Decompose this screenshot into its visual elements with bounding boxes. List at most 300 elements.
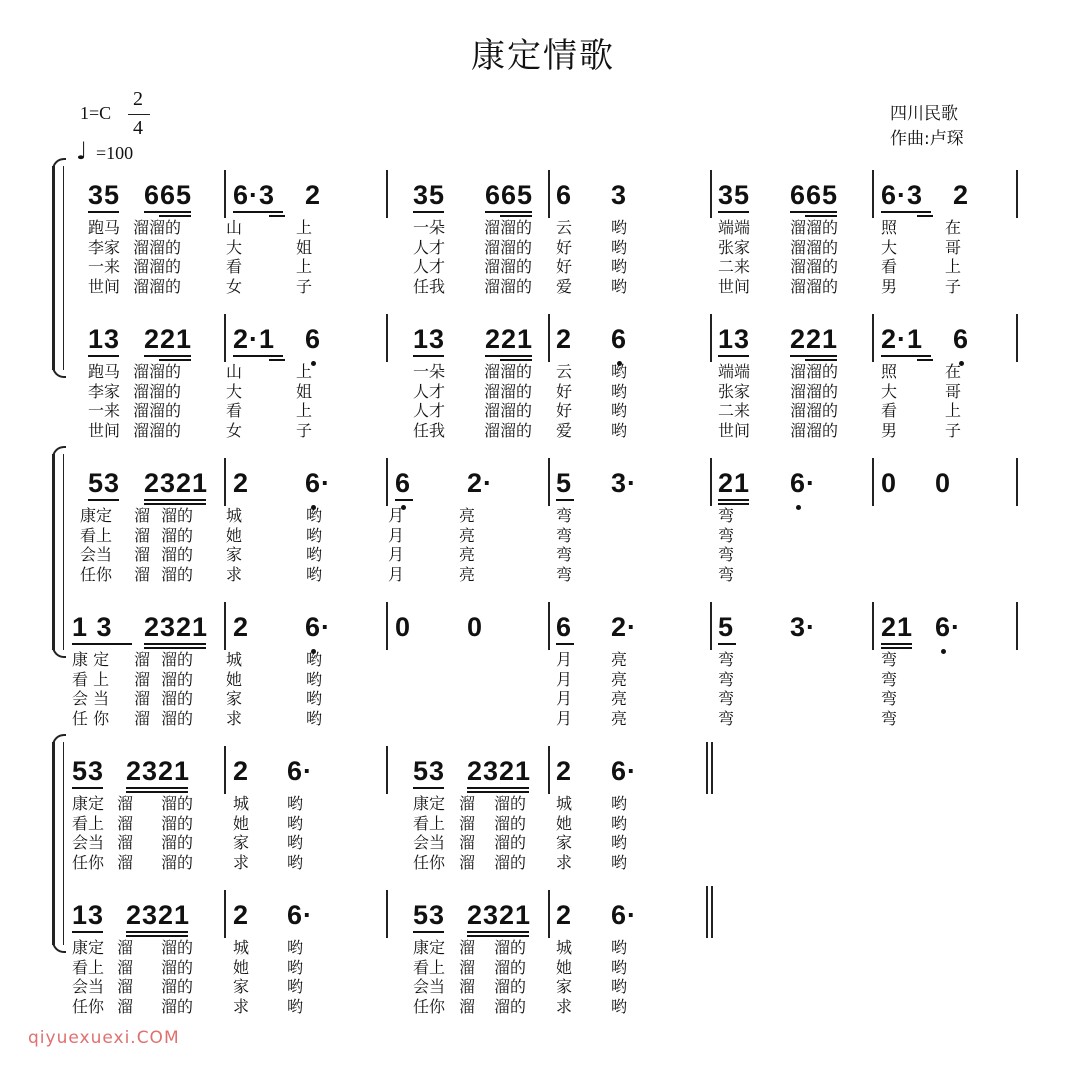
lyric: 康定	[413, 794, 446, 813]
bar-line	[224, 314, 226, 362]
lyric: 亮	[611, 650, 628, 669]
lyric: 溜	[459, 957, 476, 977]
lyric: 溜溜的	[484, 257, 533, 276]
lyric: 她	[226, 525, 243, 545]
lyric: 云	[556, 218, 573, 237]
beam	[413, 211, 444, 213]
beam	[500, 215, 532, 217]
note-group: 2	[233, 612, 250, 642]
bar-line	[548, 890, 550, 938]
bar-line	[224, 746, 226, 794]
lyric: 家	[226, 689, 243, 708]
lyric: 她	[233, 813, 250, 833]
beam	[88, 211, 119, 213]
lower-octave-dot	[796, 505, 801, 510]
note-group: 2	[233, 900, 250, 930]
bar-line	[386, 170, 388, 218]
lyric: 溜	[459, 996, 476, 1016]
lyric: 哟	[611, 794, 628, 813]
lyric: 康定	[72, 938, 105, 957]
lyric: 溜	[117, 852, 134, 872]
lyric: 会当	[413, 977, 446, 996]
beam	[805, 359, 837, 361]
note-group: 53	[88, 468, 121, 498]
note-group: 6·	[935, 612, 962, 642]
lyric: 月	[556, 650, 573, 669]
lyric: 溜溜的	[484, 276, 533, 296]
lyric: 任我	[413, 276, 446, 296]
lyric: 哟	[306, 708, 323, 728]
beam	[485, 211, 532, 213]
lyric: 哟	[287, 996, 304, 1016]
lyric: 大	[226, 237, 243, 257]
lyric: 大	[881, 237, 898, 257]
lyric: 哟	[306, 689, 323, 708]
beam	[718, 499, 749, 501]
lyric: 哟	[287, 794, 304, 813]
lyric: 哟	[611, 257, 628, 276]
beam	[790, 211, 837, 213]
bar-line	[224, 170, 226, 218]
lyric: 康 定	[72, 650, 110, 669]
lyric: 家	[556, 833, 573, 852]
lyric: 任你	[72, 852, 105, 872]
lyric: 溜	[117, 938, 134, 957]
note-group: 6	[611, 324, 628, 354]
lyric: 爱	[556, 276, 573, 296]
lyric: 月	[388, 525, 405, 545]
lyric: 溜溜的	[484, 237, 533, 257]
lyric: 姐	[296, 381, 313, 401]
bar-line	[872, 314, 874, 362]
beam	[144, 643, 206, 645]
lyric: 求	[233, 852, 250, 872]
lyric: 月	[556, 708, 573, 728]
lyric: 亮	[459, 506, 476, 525]
beam	[917, 359, 933, 361]
lyric: 子	[296, 276, 313, 296]
lyric: 月	[388, 545, 405, 564]
lyric: 溜的	[494, 833, 527, 852]
beam	[485, 355, 532, 357]
lyric: 任你	[72, 996, 105, 1016]
lyric: 她	[233, 957, 250, 977]
lyric: 溜溜的	[790, 401, 839, 420]
note-group: 6	[305, 324, 322, 354]
note-group: 0	[395, 612, 412, 642]
note-group: 2321	[144, 468, 209, 498]
lyric: 溜的	[161, 977, 194, 996]
lyric: 人才	[413, 237, 446, 257]
lyric: 会当	[72, 977, 105, 996]
note-group: 0	[935, 468, 952, 498]
lyric: 康定	[413, 938, 446, 957]
lyric: 弯	[881, 689, 898, 708]
lyric: 山	[226, 218, 243, 237]
lyric: 哟	[611, 852, 628, 872]
lyric: 溜的	[161, 813, 194, 833]
note-group: 2	[233, 756, 250, 786]
lyric: 哟	[306, 669, 323, 689]
lyric: 溜溜的	[790, 362, 839, 381]
beam	[88, 355, 119, 357]
lyric: 山	[226, 362, 243, 381]
lyric: 弯	[881, 669, 898, 689]
lyric: 她	[226, 669, 243, 689]
lyric: 溜的	[161, 938, 194, 957]
lyric: 溜	[134, 650, 151, 669]
beam	[88, 499, 119, 501]
lyric: 溜溜的	[484, 362, 533, 381]
lyric: 一朵	[413, 362, 446, 381]
lyric: 哟	[611, 957, 628, 977]
lyric: 溜	[459, 852, 476, 872]
lyric: 在	[945, 218, 962, 237]
lyric: 弯	[881, 708, 898, 728]
lyric: 上	[945, 257, 962, 276]
lyric: 哟	[611, 237, 628, 257]
lyric: 哟	[287, 938, 304, 957]
beam	[881, 355, 931, 357]
lyric: 照	[881, 362, 898, 381]
lyric: 求	[226, 708, 243, 728]
beam	[413, 931, 444, 933]
lyric: 月	[388, 564, 405, 584]
note-group: 1 3	[72, 612, 113, 642]
lyric: 亮	[611, 689, 628, 708]
note-group: 13	[413, 324, 446, 354]
note-group: 5	[556, 468, 573, 498]
lyric: 在	[945, 362, 962, 381]
lyric: 李家	[88, 237, 121, 257]
lyric: 哟	[611, 362, 628, 381]
lyric: 看 上	[72, 669, 110, 689]
lyric: 张家	[718, 381, 751, 401]
note-group: 2·	[611, 612, 638, 642]
note-group: 3	[611, 180, 628, 210]
lyric: 求	[226, 564, 243, 584]
beam	[72, 931, 103, 933]
lyric: 溜	[459, 938, 476, 957]
note-group: 6	[395, 468, 412, 498]
bar-line	[386, 314, 388, 362]
lyric: 任你	[413, 852, 446, 872]
lyric: 人才	[413, 257, 446, 276]
note-group: 6·	[611, 900, 638, 930]
lyric: 弯	[718, 669, 735, 689]
lyric: 溜溜的	[133, 276, 182, 296]
lyric: 溜	[117, 977, 134, 996]
lyric: 世间	[88, 276, 121, 296]
lyric: 看上	[72, 957, 105, 977]
lyric: 上	[296, 218, 313, 237]
lyric: 康定	[80, 506, 113, 525]
lyric: 女	[226, 420, 243, 440]
lyric: 世间	[718, 276, 751, 296]
lyric: 溜溜的	[790, 276, 839, 296]
lyric: 子	[945, 420, 962, 440]
note-group: 665	[790, 180, 839, 210]
bar-line	[1016, 602, 1018, 650]
lyric: 哟	[611, 813, 628, 833]
lyric: 会 当	[72, 689, 110, 708]
lyric: 溜	[117, 996, 134, 1016]
beam	[718, 503, 749, 505]
note-group: 53	[72, 756, 105, 786]
lyric: 弯	[718, 689, 735, 708]
note-group: 6·	[287, 900, 314, 930]
beam	[126, 931, 188, 933]
lower-octave-dot	[941, 649, 946, 654]
note-group: 53	[413, 900, 446, 930]
beam	[126, 787, 188, 789]
bar-line	[386, 890, 388, 938]
lyric: 溜	[134, 669, 151, 689]
lyric: 溜的	[494, 938, 527, 957]
lyric: 哟	[306, 650, 323, 669]
lyric: 上	[296, 257, 313, 276]
lyric: 世间	[718, 420, 751, 440]
lyric: 一来	[88, 401, 121, 420]
lyric: 溜溜的	[133, 237, 182, 257]
lyric: 溜的	[161, 708, 194, 728]
lyric: 月	[556, 669, 573, 689]
note-group: 0	[881, 468, 898, 498]
lyric: 溜的	[161, 525, 194, 545]
lyric: 求	[556, 996, 573, 1016]
lyric: 溜溜的	[133, 420, 182, 440]
lyric: 任我	[413, 420, 446, 440]
note-group: 35	[413, 180, 446, 210]
note-group: 6·	[790, 468, 817, 498]
lyric: 溜的	[161, 669, 194, 689]
bar-line	[548, 602, 550, 650]
lyric: 好	[556, 401, 573, 420]
lyric: 弯	[556, 564, 573, 584]
bar-line	[224, 458, 226, 506]
lyric: 看上	[413, 813, 446, 833]
lyric: 哟	[611, 977, 628, 996]
lyric: 溜	[459, 833, 476, 852]
lyric: 溜溜的	[790, 218, 839, 237]
lyric: 弯	[718, 525, 735, 545]
lyric: 溜	[459, 794, 476, 813]
note-group: 2321	[467, 900, 532, 930]
beam	[395, 499, 413, 501]
lyric: 溜溜的	[484, 420, 533, 440]
note-group: 21	[881, 612, 914, 642]
note-group: 2·1	[881, 324, 924, 354]
lyric: 看上	[80, 525, 113, 545]
lyric: 溜的	[494, 794, 527, 813]
note-group: 35	[718, 180, 751, 210]
final-bar-line	[711, 886, 713, 938]
bar-line	[872, 458, 874, 506]
lyric: 城	[233, 938, 250, 957]
lyric: 哟	[306, 545, 323, 564]
beam	[718, 643, 736, 645]
final-bar-line	[711, 742, 713, 794]
lyric: 上	[945, 401, 962, 420]
lyric: 端端	[718, 362, 751, 381]
lyric: 弯	[556, 525, 573, 545]
lyric: 弯	[718, 564, 735, 584]
system-bracket	[52, 166, 55, 370]
note-group: 2321	[126, 900, 191, 930]
final-bar-line	[706, 886, 708, 938]
system-line	[63, 166, 64, 370]
lyric: 上	[296, 401, 313, 420]
lyric: 看上	[413, 957, 446, 977]
beam	[790, 355, 837, 357]
lyric: 哟	[287, 957, 304, 977]
note-group: 5	[718, 612, 735, 642]
note-group: 221	[144, 324, 193, 354]
lyric: 溜的	[161, 689, 194, 708]
system-bracket	[52, 454, 55, 650]
lyric: 哟	[306, 564, 323, 584]
beam	[144, 503, 206, 505]
beam	[269, 359, 285, 361]
lyric: 男	[881, 276, 898, 296]
lyric: 溜溜的	[484, 401, 533, 420]
lyric: 爱	[556, 420, 573, 440]
note-group: 35	[88, 180, 121, 210]
note-group: 3·	[790, 612, 817, 642]
bar-line	[386, 746, 388, 794]
beam	[500, 359, 532, 361]
bar-line	[710, 314, 712, 362]
lyric: 亮	[611, 708, 628, 728]
note-group: 2·	[467, 468, 494, 498]
lyric: 溜	[134, 689, 151, 708]
lyric: 哟	[611, 996, 628, 1016]
lyric: 上	[296, 362, 313, 381]
beam	[144, 499, 206, 501]
lyric: 溜的	[161, 996, 194, 1016]
note-group: 2	[556, 756, 573, 786]
lyric: 哟	[287, 977, 304, 996]
quarter-note-icon: ♩	[76, 137, 88, 165]
lyric: 弯	[718, 545, 735, 564]
bar-line	[224, 602, 226, 650]
beam	[159, 359, 191, 361]
lyric: 溜的	[494, 977, 527, 996]
lyric: 亮	[459, 564, 476, 584]
note-group: 2	[556, 324, 573, 354]
lyric: 看	[226, 401, 243, 420]
time-signature-line	[128, 114, 150, 115]
lyric: 哥	[945, 381, 962, 401]
lyric: 好	[556, 381, 573, 401]
lyric: 求	[233, 996, 250, 1016]
key-signature: 1=C	[80, 103, 112, 123]
beam	[72, 643, 132, 645]
beam	[233, 355, 283, 357]
lyric: 城	[226, 506, 243, 525]
lyric: 人才	[413, 401, 446, 420]
beam	[144, 211, 191, 213]
lyric: 溜	[459, 813, 476, 833]
beam	[126, 791, 188, 793]
lyric: 溜的	[494, 996, 527, 1016]
lyric: 城	[226, 650, 243, 669]
lyric: 她	[556, 813, 573, 833]
lyric: 家	[233, 977, 250, 996]
bar-line	[548, 746, 550, 794]
beam	[144, 647, 206, 649]
bar-line	[386, 602, 388, 650]
composer: 作曲:卢琛	[890, 129, 964, 149]
beam	[413, 787, 444, 789]
beam	[159, 215, 191, 217]
lyric: 溜溜的	[790, 257, 839, 276]
lyric: 她	[556, 957, 573, 977]
lyric: 李家	[88, 381, 121, 401]
lyric: 哟	[611, 938, 628, 957]
lyric: 照	[881, 218, 898, 237]
note-group: 3·	[611, 468, 638, 498]
note-group: 2	[953, 180, 970, 210]
note-group: 6·3	[881, 180, 924, 210]
lyric: 求	[556, 852, 573, 872]
lyric: 溜的	[494, 852, 527, 872]
lyric: 溜	[117, 957, 134, 977]
lyric: 溜	[459, 977, 476, 996]
beam	[413, 355, 444, 357]
bar-line	[548, 170, 550, 218]
note-group: 53	[413, 756, 446, 786]
lyric: 看	[226, 257, 243, 276]
lyric: 人才	[413, 381, 446, 401]
beam	[718, 355, 749, 357]
lyric: 弯	[556, 506, 573, 525]
lyric: 溜	[117, 794, 134, 813]
note-group: 2	[233, 468, 250, 498]
page-title: 康定情歌	[471, 36, 615, 76]
lyric: 溜溜的	[790, 420, 839, 440]
lyric: 溜溜的	[790, 381, 839, 401]
note-group: 6·3	[233, 180, 276, 210]
beam	[72, 787, 103, 789]
lyric: 一来	[88, 257, 121, 276]
note-group: 6·	[287, 756, 314, 786]
note-group: 13	[718, 324, 751, 354]
lyric: 大	[226, 381, 243, 401]
beam	[718, 211, 749, 213]
lyric: 溜溜的	[484, 381, 533, 401]
lyric: 姐	[296, 237, 313, 257]
system-line	[63, 454, 64, 650]
time-signature-bottom: 4	[133, 117, 143, 139]
watermark: qiyuexuexi.COM	[28, 1028, 180, 1048]
lyric: 哟	[287, 852, 304, 872]
bar-line	[872, 170, 874, 218]
time-signature-top: 2	[133, 88, 143, 110]
beam	[233, 211, 283, 213]
lyric: 溜溜的	[133, 362, 182, 381]
bar-line	[710, 458, 712, 506]
note-group: 2321	[467, 756, 532, 786]
note-group: 221	[485, 324, 534, 354]
lyric: 跑马	[88, 362, 121, 381]
beam	[467, 935, 529, 937]
note-group: 6·	[611, 756, 638, 786]
beam	[881, 643, 912, 645]
lyric: 亮	[611, 669, 628, 689]
tempo-marking: =100	[96, 143, 134, 163]
note-group: 6·	[305, 612, 332, 642]
